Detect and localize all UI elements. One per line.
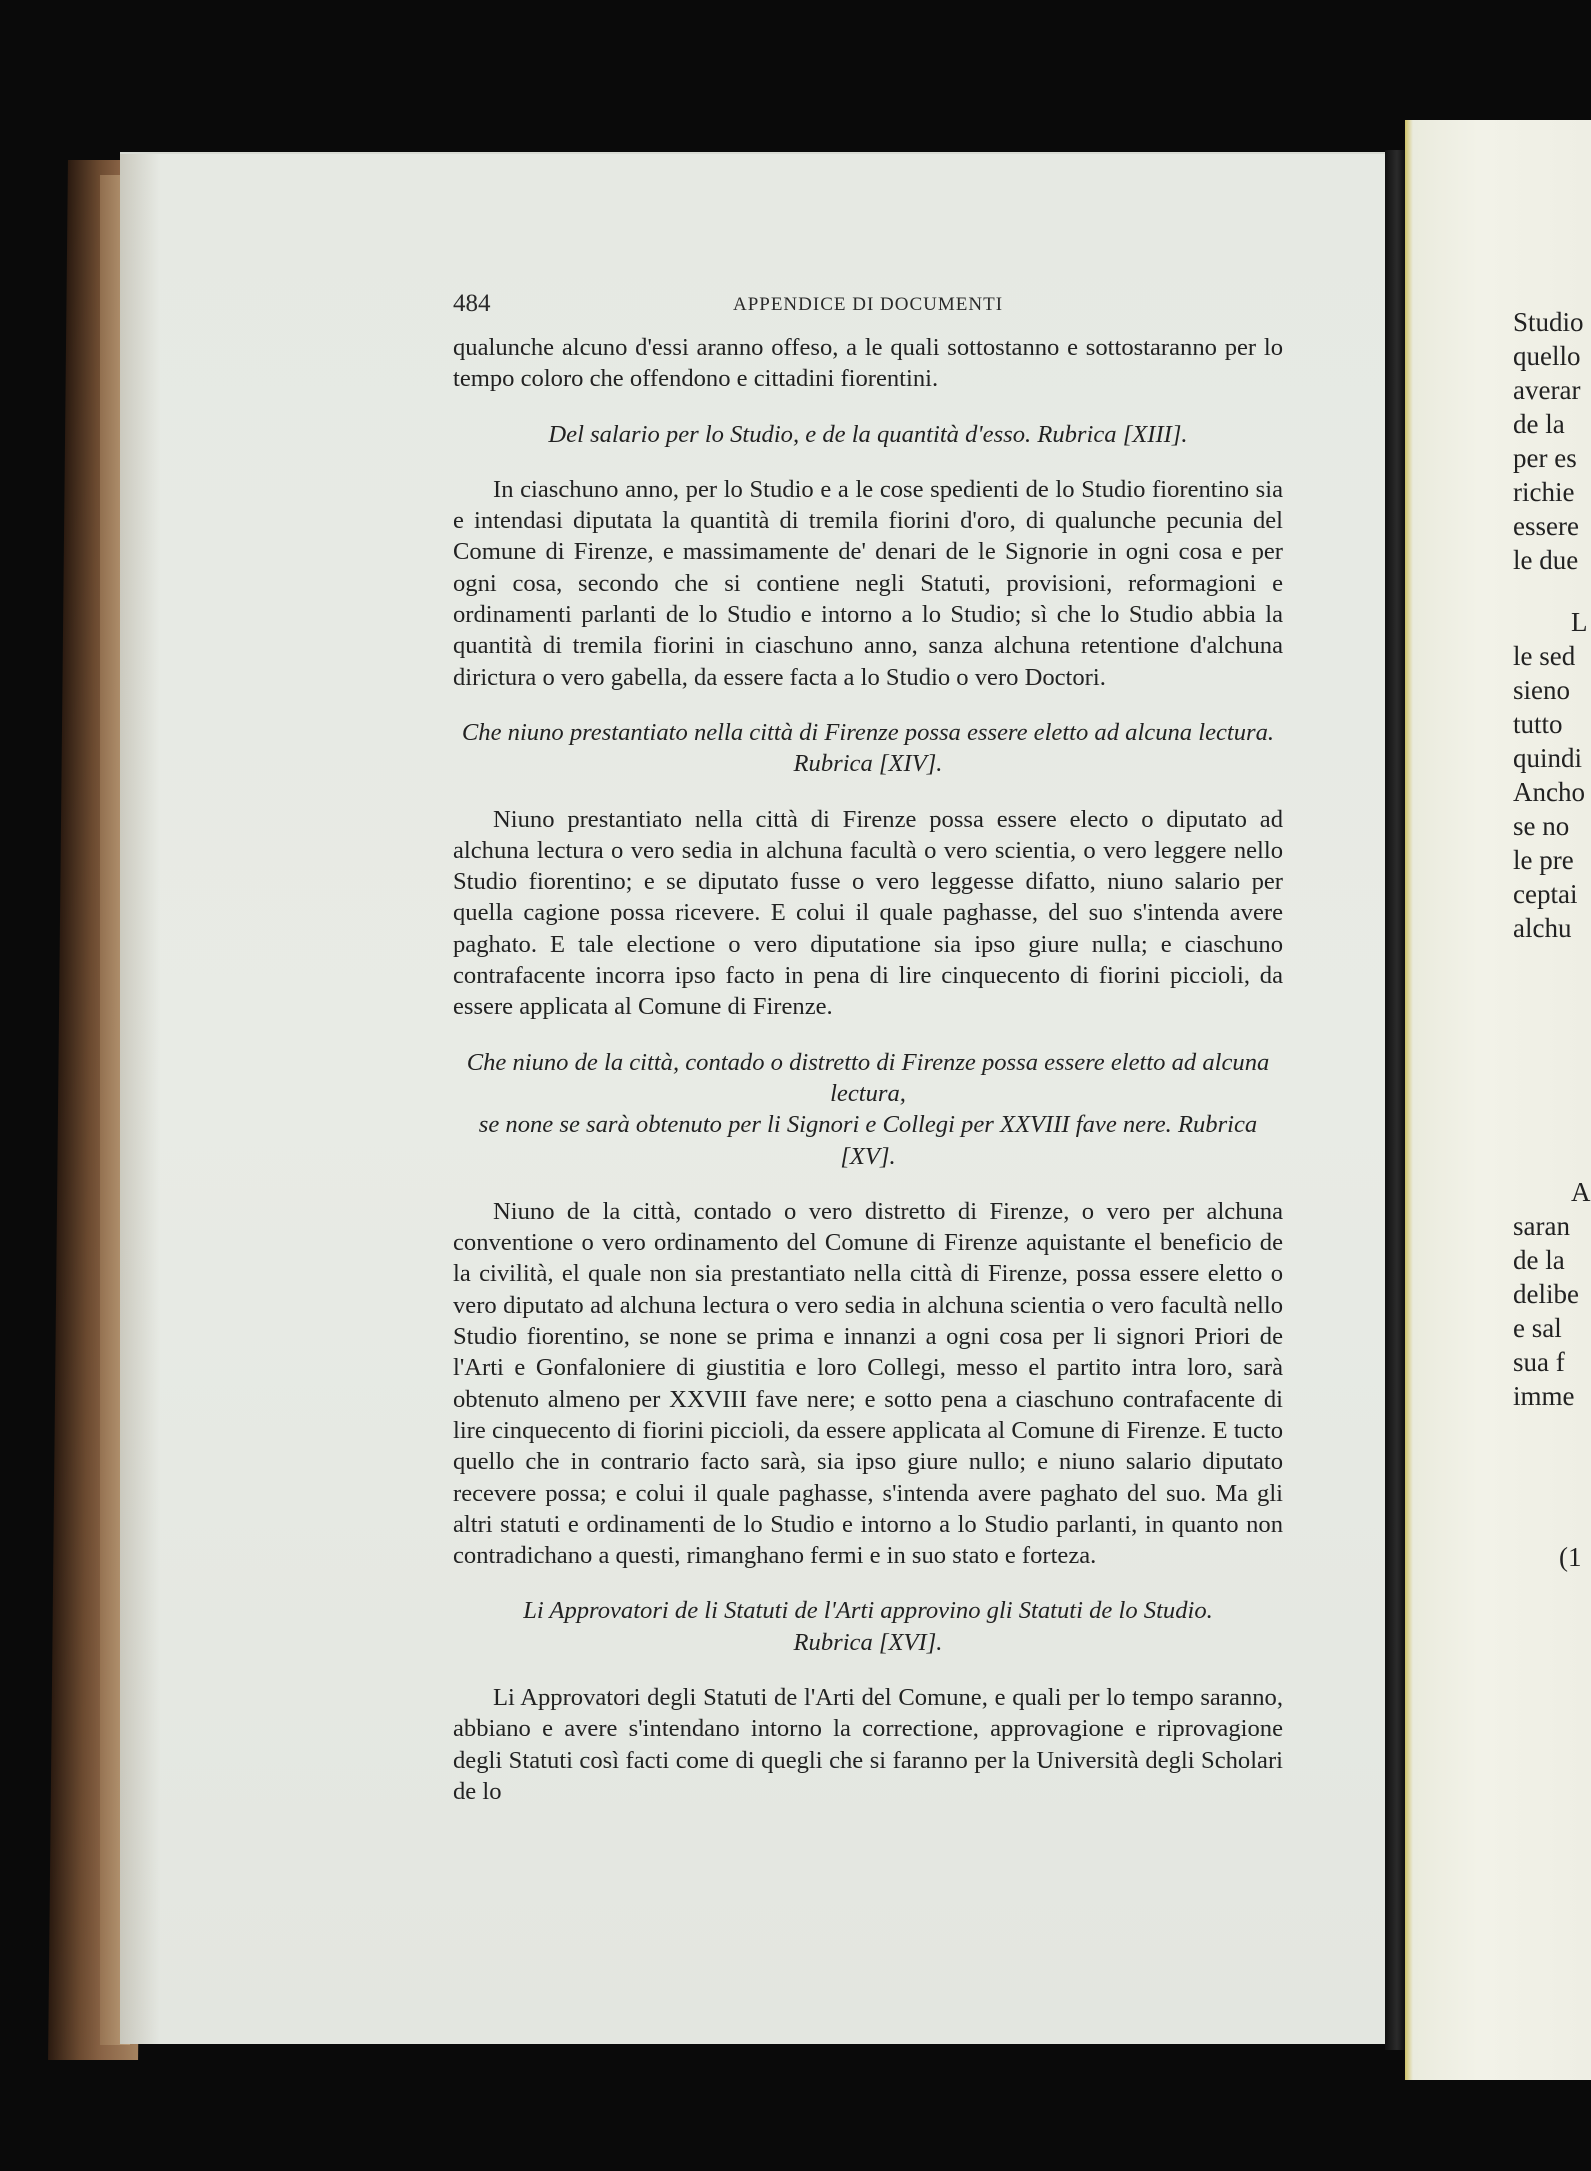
rubric-heading-xv [453,1047,1283,1172]
rubric-number: Rubrica [XIV]. [793,750,943,778]
paragraph-rubric-xv: Niuno de la città, contado o vero distretto di Firenze, o vero per alchuna conventione o vero ordinamento del Comune di Firenze aquistante el beneficio de la civilità, el quale non sia prestantiato nella città di Firenze, possa essere eletto o vero diputato ad alchuna lectura o vero sedia in alchuna scientia o vero facultà nello Studio fiorentino, se none se prima e innanzi a ogni cosa per li signori Priori de l'Arti e Gonfaloniere di giustitia e loro Collegi, messo el partito intra loro, sarà obtenuto almeno per XXVIII fave nere; e sotto pena a ciaschuno contrafacente di lire cinquecento di fiorini piccioli, da essere applicata al Comune di Firenze. E tucto quello che in contrario facto sarà, sia ipso giure nullo; e niuno salario diputato recevere possa; e colui il quale paghasse, s'intenda avere paghato del suo. Ma gli altri statuti e ordinamenti de lo Studio e intorno a lo Studio parlanti, in quanto non contradichano a questi, rimanghano fermi e in suo stato e forteza. [453,1197,1283,1570]
paragraph-rubric-xiv: Niuno prestantiato nella città di Firenze possa essere electo o diputato ad alchuna lectura o vero sedia in alchuna facultà o vero scientia, o vero leggere nello Studio fiorentino; e se diputato fusse o vero leggesse difatto, niuno salario per quella cagione possa ricevere. E colui il quale paghasse, del suo s'intenda avere paghato. E tale electione o vero diputatione sia ipso giure nulla; e ciaschuno contrafacente incorra ipso facto in pena di lire cinquecento di fiorini piccioli, da essere applicata al Comune di Firenze. [453,805,1283,1021]
rubric-heading-xvi [453,1595,1283,1658]
facing-page-text-top [1513,305,1591,577]
text-fragment: L [1571,607,1588,637]
footnote-fragment: (1 [1559,1542,1582,1572]
text-fragment: per es [1513,443,1577,473]
text-fragment: Ancho [1513,777,1585,807]
text-fragment: A [1571,1177,1591,1207]
rubric-title: Del salario per lo Studio, e de la quantità d'esso. Rubrica [XIII]. [548,420,1188,448]
page-body [453,332,1283,1807]
page-number: 484 [453,290,491,317]
text-fragment: le due [1513,545,1579,575]
text-fragment: imme [1513,1381,1575,1411]
text-fragment: sieno [1513,675,1570,705]
rubric-title: Che niuno de la città, contado o distretto di Firenze possa essere eletto ad alcuna lectura, [466,1048,1270,1107]
text-fragment: le pre [1513,845,1574,875]
text-fragment: richie [1513,477,1575,507]
text-fragment: averar [1513,375,1581,405]
rubric-number: Rubrica [XVI]. [793,1628,943,1656]
text-fragment: ceptai [1513,879,1578,909]
facing-page-text-mid [1513,605,1591,945]
facing-page [1405,120,1591,2080]
text-fragment: e sal [1513,1313,1562,1343]
text-fragment: alchu [1513,913,1572,943]
text-fragment: se no [1513,811,1570,841]
text-fragment: essere [1513,511,1579,541]
text-fragment: delibe [1513,1279,1579,1309]
text-fragment: de la [1513,409,1565,439]
rubric-heading-xiii [453,419,1283,450]
book-gutter [1385,150,1405,2050]
rubric-title: Li Approvatori de li Statuti de l'Arti approvino gli Statuti de lo Studio. [523,1597,1213,1625]
page-header [453,290,1283,330]
rubric-heading-xiv [453,717,1283,780]
text-fragment: Studio [1513,307,1584,337]
rubric-number: se none se sarà obtenuto per li Signori e Collegi per XXVIII fave nere. Rubrica [XV]. [478,1111,1258,1170]
running-head: APPENDICE DI DOCUMENTI [732,294,1004,315]
text-fragment: tutto [1513,709,1563,739]
text-fragment: sua f [1513,1347,1565,1377]
paragraph-continued: qualunche alcuno d'essi aranno offeso, a le quali sottostanno e sottostaranno per lo tempo coloro che offendono e cittadini fiorentini. [453,334,1283,393]
text-fragment: le sed [1513,641,1576,671]
text-fragment: de la [1513,1245,1565,1275]
rubric-title: Che niuno prestantiato nella città di Firenze possa essere eletto ad alcuna lectura. [461,718,1275,746]
text-fragment: quello [1513,341,1581,371]
paragraph-rubric-xvi: Li Approvatori degli Statuti de l'Arti del Comune, e quali per lo tempo saranno, abbiano e avere s'intendano intorno la correctione, approvagione e riprovagione degli Statuti così facti come di quegli che si faranno per la Università degli Scholari de lo [453,1683,1283,1805]
text-fragment: quindi [1513,743,1583,773]
facing-page-text-low [1513,1175,1591,1413]
text-fragment: saran [1513,1211,1570,1241]
paragraph-rubric-xiii: In ciaschuno anno, per lo Studio e a le cose spedienti de lo Studio fiorentino sia e intendasi diputata la quantità di tremila fiorini d'oro, di qualunche pecunia del Comune di Firenze, e massimamente de' denari de le Signorie in ogni cosa e per ogni cosa, secondo che si contiene negli Statuti, provisioni, reformagioni e ordinamenti parlanti de lo Studio e intorno a lo Studio; sì che lo Studio abbia la quantità di tremila fiorini in ciaschuno anno, sanza alchuna retentione d'alchuna dirictura o vero gabella, da essere facta a lo Studio o vero Doctori. [453,475,1283,691]
